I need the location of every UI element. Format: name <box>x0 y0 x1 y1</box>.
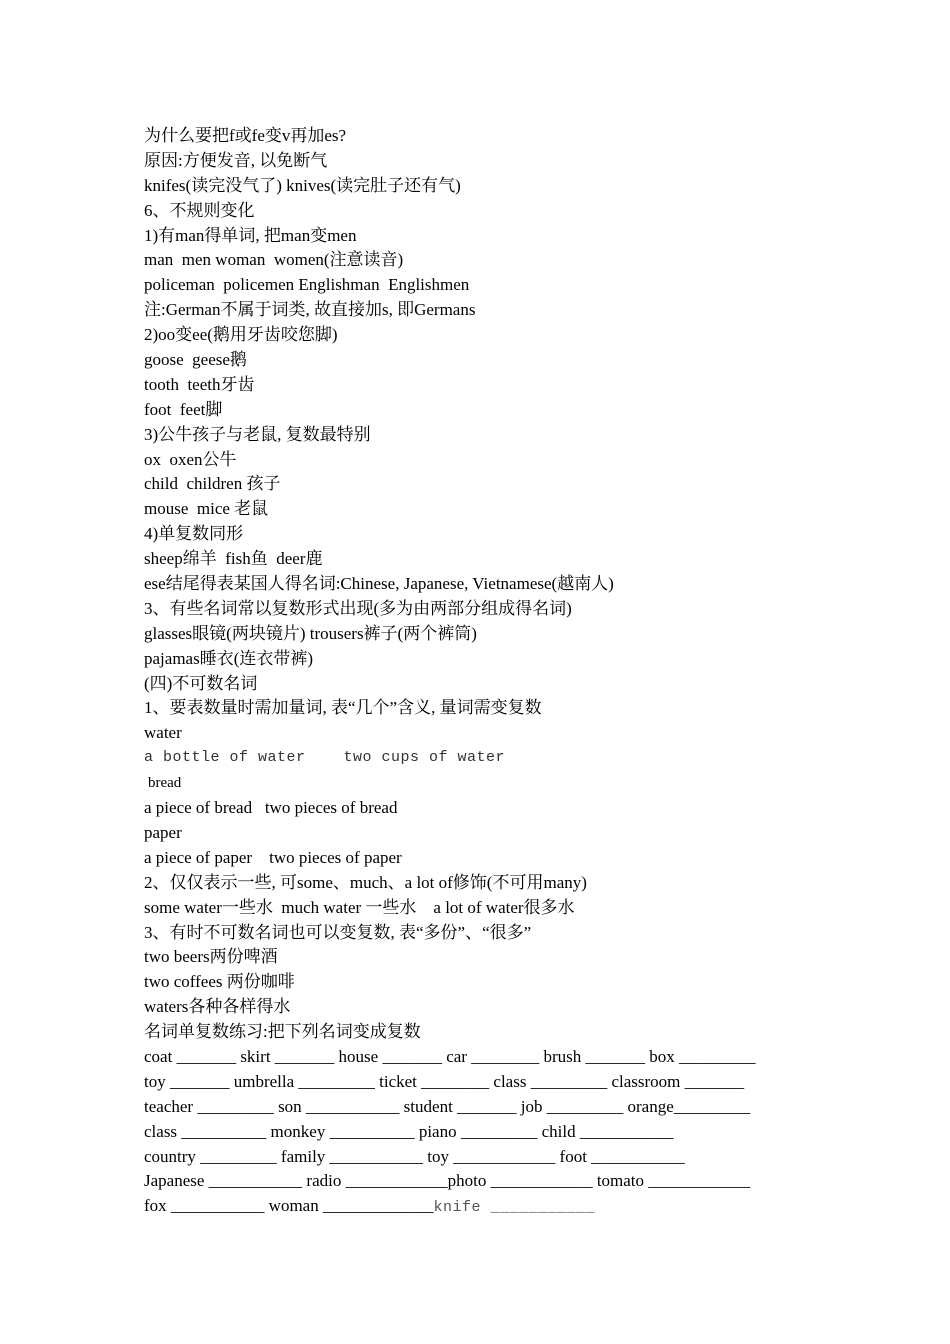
text-line: 4)单复数同形 <box>144 524 244 544</box>
section-heading: 3、有些名词常以复数形式出现(多为由两部分组成得名词) <box>144 598 572 618</box>
section-heading: 6、不规则变化 <box>144 200 255 220</box>
text-line: mouse mice 老鼠 <box>144 499 269 519</box>
section-heading: (四)不可数名词 <box>144 673 258 693</box>
text-line: bread <box>148 775 182 792</box>
text-line: tooth teeth牙齿 <box>144 374 255 394</box>
text-line: child children 孩子 <box>144 474 281 494</box>
exercise-row: country _________ family ___________ toy ____________ foot ___________ <box>144 1146 685 1166</box>
text-line: goose geese鹅 <box>144 350 247 370</box>
text-line: two coffees 两份咖啡 <box>144 972 295 992</box>
exercise-mono-text: knife ___________ <box>433 1199 595 1217</box>
text-line: 2、仅仅表示一些, 可some、much、a lot of修饰(不可用many) <box>144 872 587 892</box>
text-line: glasses眼镜(两块镜片) trousers裤子(两个裤筒) <box>144 623 477 643</box>
text-line: knifes(读完没气了) knives(读完肚子还有气) <box>144 175 461 195</box>
text-line: 原因:方便发音, 以免断气 <box>144 150 328 170</box>
text-line: policeman policemen Englishman Englishmen <box>144 275 470 295</box>
text-line: waters各种各样得水 <box>144 997 291 1017</box>
text-line: some water一些水 much water 一些水 a lot of water很多水 <box>144 897 575 917</box>
exercise-text: fox ___________ woman _____________ <box>144 1196 434 1216</box>
text-line: a piece of bread two pieces of bread <box>144 798 398 818</box>
exercise-row: toy _______ umbrella _________ ticket ________ class _________ classroom _______ <box>144 1071 745 1091</box>
text-line: man men woman women(注意读音) <box>144 250 404 270</box>
text-line: 1)有man得单词, 把man变men <box>144 225 357 245</box>
text-line: ese结尾得表某国人得名词:Chinese, Japanese, Vietnamese(越南人) <box>144 574 614 594</box>
mono-example-line: a bottle of water two cups of water <box>144 749 506 767</box>
text-line: two beers两份啤酒 <box>144 947 278 967</box>
text-line: a piece of paper two pieces of paper <box>144 847 402 867</box>
text-line: 3)公牛孩子与老鼠, 复数最特别 <box>144 424 371 444</box>
text-line: 3、有时不可数名词也可以变复数, 表“多份”、“很多” <box>144 922 532 942</box>
exercise-row: coat _______ skirt _______ house _______ car ________ brush _______ box _________ <box>144 1046 756 1066</box>
exercise-row: class __________ monkey __________ piano _________ child ___________ <box>144 1121 674 1141</box>
exercise-row: Japanese ___________ radio ____________photo ____________ tomato ____________ <box>144 1171 751 1191</box>
text-line: sheep绵羊 fish鱼 deer鹿 <box>144 549 323 569</box>
text-line: ox oxen公牛 <box>144 449 237 469</box>
exercise-row: teacher _________ son ___________ student _______ job _________ orange_________ <box>144 1096 751 1116</box>
text-line: paper <box>144 822 182 842</box>
text-line: 2)oo变ee(鹅用牙齿咬您脚) <box>144 325 338 345</box>
text-line: water <box>144 723 182 743</box>
text-line: foot feet脚 <box>144 399 223 419</box>
text-line: 1、要表数量时需加量词, 表“几个”含义, 量词需变复数 <box>144 698 542 718</box>
note-line: 注:German不属于词类, 故直接加s, 即Germans <box>144 300 476 320</box>
text-line: 为什么要把f或fe变v再加es? <box>144 126 347 145</box>
exercise-heading: 名词单复数练习:把下列名词变成复数 <box>144 1022 421 1042</box>
exercise-row <box>144 1194 844 1219</box>
text-line: pajamas睡衣(连衣带裤) <box>144 648 314 668</box>
document-page <box>144 124 844 1219</box>
